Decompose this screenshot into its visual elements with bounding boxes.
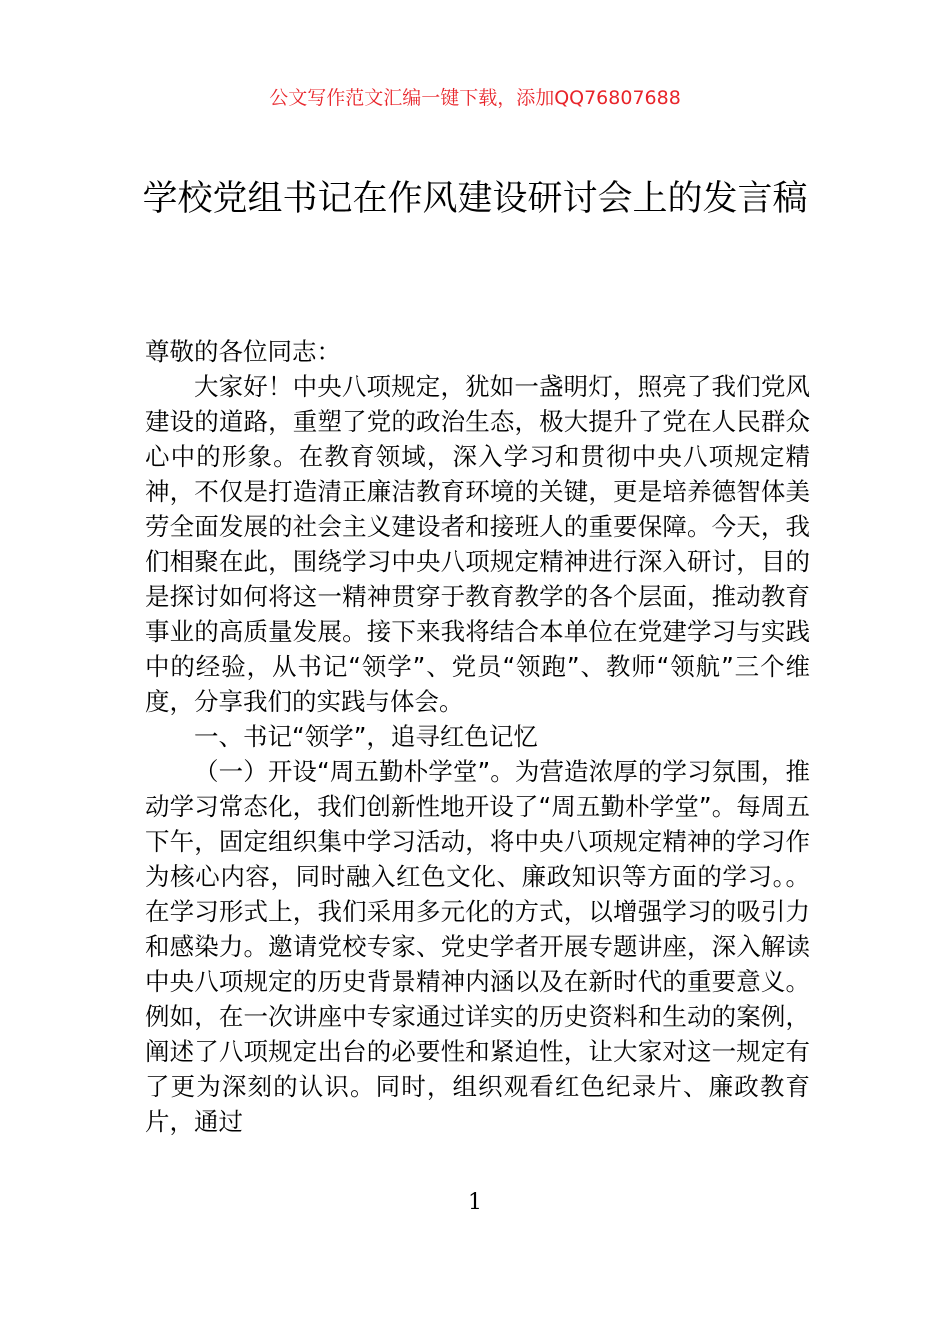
section-heading: 一、书记“领学”，追寻红色记忆 bbox=[194, 722, 538, 751]
download-banner: 公文写作范文汇编一键下载，添加QQ76807688 bbox=[269, 87, 681, 109]
salutation: 尊敬的各位同志： bbox=[145, 337, 341, 366]
document-title: 学校党组书记在作风建设研讨会上的发言稿 bbox=[142, 179, 808, 219]
document-body bbox=[145, 334, 810, 1139]
page-number: 1 bbox=[468, 1190, 482, 1215]
paragraph-intro: 大家好！中央八项规定，犹如一盏明灯，照亮了我们党风建设的道路，重塑了党的政治生态，极大提升了党在人民群众心中的形象。在教育领域，深入学习和贯彻中央八项规定精神，不仅是打造清正廉洁教育环境的关键，更是培养德智体美劳全面发展的社会主义建设者和接班人的重要保障。今天，我们相聚在此，围绕学习中央八项规定精神进行深入研讨，目的是探讨如何将这一精神贯穿于教育教学的各个层面，推动教育事业的高质量发展。接下来我将结合本单位在党建学习与实践中的经验，从书记“领学”、党员“领跑”、教师“领航”三个维度，分享我们的实践与体会。 bbox=[145, 372, 810, 716]
paragraph-subsection: （一）开设“周五勤朴学堂”。为营造浓厚的学习氛围，推动学习常态化，我们创新性地开设了“周五勤朴学堂”。每周五下午，固定组织集中学习活动，将中央八项规定精神的学习作为核心内容，同时融入红色文化、廉政知识等方面的学习。。在学习形式上，我们采用多元化的方式，以增强学习的吸引力和感染力。邀请党校专家、党史学者开展专题讲座，深入解读中央八项规定的历史背景精神内涵以及在新时代的重要意义。例如，在一次讲座中专家通过详实的历史资料和生动的案例，阐述了八项规定出台的必要性和紧迫性，让大家对这一规定有了更为深刻的认识。同时，组织观看红色纪录片、廉政教育片，通过 bbox=[145, 757, 810, 1136]
